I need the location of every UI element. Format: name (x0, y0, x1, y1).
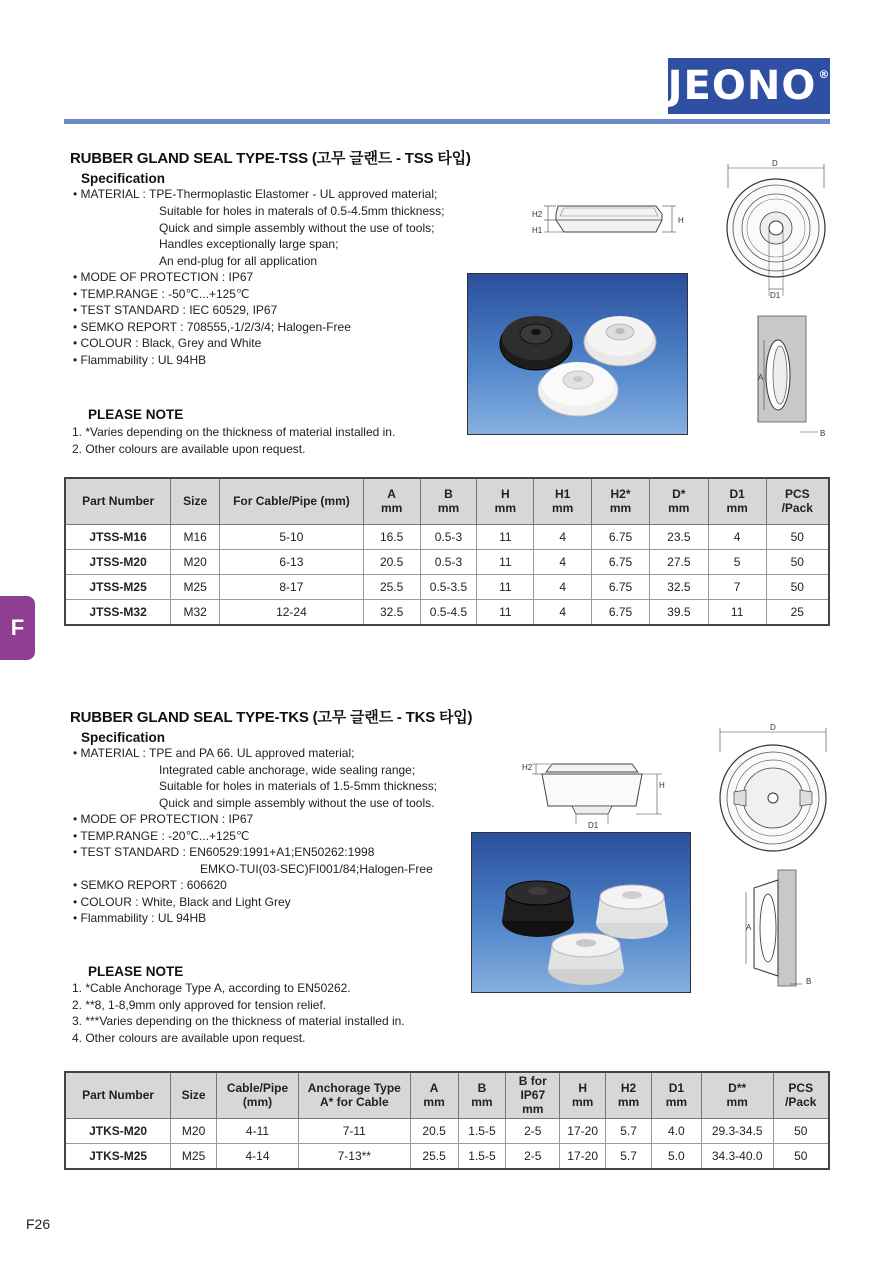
tks-table-cell: 1.5-5 (458, 1118, 506, 1143)
tss-table-row (65, 599, 829, 625)
header-rule (64, 119, 830, 124)
tks-table-cell: 1.5-5 (458, 1143, 506, 1169)
tss-product-illustration (468, 274, 687, 434)
tss-col-header: For Cable/Pipe (mm) (220, 478, 364, 524)
brand-name: JEONO (667, 63, 817, 109)
tks-product-illustration (472, 833, 690, 992)
tss-col-header: H1 mm (534, 478, 592, 524)
tss-table-cell: 6.75 (592, 524, 650, 549)
tks-col-header: A mm (410, 1072, 458, 1118)
tks-table-cell: 20.5 (410, 1118, 458, 1143)
tks-note: 4. Other colours are available upon request. (72, 1031, 306, 1045)
tks-table-cell: 7-13** (298, 1143, 410, 1169)
tks-spec-line: • TEMP.RANGE : -20℃...+125℃ (73, 829, 250, 843)
tks-col-header: PCS /Pack (773, 1072, 829, 1118)
section-tab-f: F (0, 596, 35, 660)
tss-table-row (65, 574, 829, 599)
tss-spec-table (64, 477, 830, 626)
tss-table-cell: 25 (766, 599, 829, 625)
tss-table-cell: 5 (708, 549, 766, 574)
tks-spec-line: EMKO-TUI(03-SEC)FI001/84;Halogen-Free (200, 862, 433, 876)
tss-part-number-cell: JTSS-M16 (65, 524, 171, 549)
tss-label-d: D (772, 159, 778, 168)
tks-spec-line: • MODE OF PROTECTION : IP67 (73, 812, 254, 826)
tss-spec-line: • COLOUR : Black, Grey and White (73, 336, 262, 350)
tss-table-cell: 11 (477, 574, 534, 599)
tss-col-header: A mm (363, 478, 420, 524)
tss-col-header: PCS /Pack (766, 478, 829, 524)
tss-col-header: B mm (420, 478, 477, 524)
tks-top-view-diagram (714, 722, 832, 858)
tss-table-cell: 0.5-4.5 (420, 599, 477, 625)
tss-panel-mount-diagram (748, 310, 834, 448)
tss-label-a: A (758, 373, 764, 382)
tss-profile-diagram (526, 196, 692, 246)
tks-table-cell: 5.7 (606, 1118, 652, 1143)
tss-col-header: Size (171, 478, 220, 524)
tks-part-number-cell: JTKS-M20 (65, 1118, 171, 1143)
tss-spec-line: Handles exceptionally large span; (159, 237, 339, 251)
tss-table-cell: M32 (171, 599, 220, 625)
tss-table-cell: 50 (766, 524, 829, 549)
registered-mark: ® (818, 67, 831, 81)
tss-label-h: H (678, 216, 684, 225)
tks-col-header: B mm (458, 1072, 506, 1118)
tss-spec-line: Quick and simple assembly without the use of tools; (159, 221, 435, 235)
tss-spec-line: • TEST STANDARD : IEC 60529, IP67 (73, 303, 278, 317)
tss-table-cell: 0.5-3 (420, 524, 477, 549)
tks-panel-mount-diagram (732, 868, 832, 998)
tks-col-header: H mm (560, 1072, 606, 1118)
tss-note: 2. Other colours are available upon request. (72, 442, 306, 456)
tks-col-header: D1 mm (651, 1072, 701, 1118)
tks-table-cell: 2-5 (506, 1118, 560, 1143)
tks-table-cell: M20 (171, 1118, 217, 1143)
tss-col-header: H mm (477, 478, 534, 524)
tks-label-a: A (746, 923, 752, 932)
tss-table-cell: 5-10 (220, 524, 364, 549)
tks-label-d: D (770, 723, 776, 732)
tss-table-cell: 39.5 (649, 599, 708, 625)
tss-table-cell: 4 (534, 549, 592, 574)
tks-table-cell: 17-20 (560, 1118, 606, 1143)
tks-spec-line: • SEMKO REPORT : 606620 (73, 878, 227, 892)
tks-table-cell: 4-14 (217, 1143, 299, 1169)
tks-spec-line: • TEST STANDARD : EN60529:1991+A1;EN50262:1998 (73, 845, 375, 859)
tks-table-row (65, 1118, 829, 1143)
tks-table-cell: 7-11 (298, 1118, 410, 1143)
tks-table-cell: 5.7 (606, 1143, 652, 1169)
tss-table-cell: 8-17 (220, 574, 364, 599)
tss-spec-line: • MATERIAL : TPE-Thermoplastic Elastomer - UL approved material; (73, 187, 438, 201)
tks-table-cell: M25 (171, 1143, 217, 1169)
tss-spec-line: • TEMP.RANGE : -50℃...+125℃ (73, 287, 250, 301)
tks-note: 1. *Cable Anchorage Type A, according to EN50262. (72, 981, 351, 995)
tss-table-cell: M25 (171, 574, 220, 599)
tss-table-cell: 0.5-3.5 (420, 574, 477, 599)
tss-table-cell: 25.5 (363, 574, 420, 599)
tks-part-number-cell: JTKS-M25 (65, 1143, 171, 1169)
tks-col-header: H2 mm (606, 1072, 652, 1118)
tks-product-photo (471, 832, 691, 993)
tks-spec-line: Integrated cable anchorage, wide sealing range; (159, 763, 416, 777)
tks-table-cell: 34.3-40.0 (701, 1143, 773, 1169)
tks-spec-line: Suitable for holes in materials of 1.5-5mm thickness; (159, 779, 438, 793)
tks-spec-line: • COLOUR : White, Black and Light Grey (73, 895, 291, 909)
tks-table-cell: 29.3-34.5 (701, 1118, 773, 1143)
tss-table-cell: 4 (534, 599, 592, 625)
tss-table-cell: 4 (708, 524, 766, 549)
tks-spec-line: • MATERIAL : TPE and PA 66. UL approved material; (73, 746, 355, 760)
tss-col-header: D1 mm (708, 478, 766, 524)
tks-table-cell: 17-20 (560, 1143, 606, 1169)
tss-part-number-cell: JTSS-M25 (65, 574, 171, 599)
tks-spec-line: Quick and simple assembly without the use of tools. (159, 796, 435, 810)
tks-table-cell: 50 (773, 1118, 829, 1143)
tss-table-cell: 11 (708, 599, 766, 625)
tss-table-cell: 4 (534, 524, 592, 549)
tss-table-cell: 0.5-3 (420, 549, 477, 574)
tss-spec-line: An end-plug for all application (159, 254, 318, 268)
tss-spec-heading: Specification (81, 171, 166, 186)
tss-table-cell: 11 (477, 549, 534, 574)
tss-table-cell: 32.5 (649, 574, 708, 599)
tss-table-cell: 6.75 (592, 574, 650, 599)
tss-col-header: H2* mm (592, 478, 650, 524)
tss-table-cell: 32.5 (363, 599, 420, 625)
tks-label-b: B (806, 977, 812, 986)
tks-label-h2: H2 (522, 763, 533, 772)
brand-logo (668, 58, 830, 114)
tks-table-cell: 4-11 (217, 1118, 299, 1143)
tss-table-body (65, 524, 829, 625)
page-number: F26 (26, 1216, 51, 1232)
tss-table-header-row (65, 478, 829, 524)
tks-spec-line: • Flammability : UL 94HB (73, 911, 207, 925)
tss-table-cell: 6.75 (592, 599, 650, 625)
tss-spec-line: • MODE OF PROTECTION : IP67 (73, 270, 254, 284)
tks-table-body (65, 1118, 829, 1169)
tss-col-header: Part Number (65, 478, 171, 524)
tss-note-heading: PLEASE NOTE (88, 407, 184, 422)
tss-table-cell: 20.5 (363, 549, 420, 574)
tss-table-cell: 23.5 (649, 524, 708, 549)
tss-product-photo (467, 273, 688, 435)
tks-profile-diagram (520, 750, 670, 832)
tss-label-d1: D1 (770, 291, 781, 300)
tss-table-cell: 50 (766, 574, 829, 599)
tss-table-cell: M16 (171, 524, 220, 549)
tks-table-cell: 5.0 (651, 1143, 701, 1169)
tks-spec-table (64, 1071, 830, 1170)
tss-top-view-diagram (720, 158, 832, 300)
tks-table-cell: 2-5 (506, 1143, 560, 1169)
tks-label-d1: D1 (588, 821, 599, 830)
tks-col-header: Part Number (65, 1072, 171, 1118)
tss-table-cell: 11 (477, 524, 534, 549)
tks-table-row (65, 1143, 829, 1169)
tss-table-cell: 50 (766, 549, 829, 574)
tss-spec-line: • Flammability : UL 94HB (73, 353, 207, 367)
tss-section-title: RUBBER GLAND SEAL TYPE-TSS (고무 글랜드 - TSS 타입) (70, 150, 471, 167)
tss-part-number-cell: JTSS-M20 (65, 549, 171, 574)
tss-table-cell: 6-13 (220, 549, 364, 574)
tks-section-title: RUBBER GLAND SEAL TYPE-TKS (고무 글랜드 - TKS 타입) (70, 709, 473, 726)
tss-table-row (65, 524, 829, 549)
tks-note-heading: PLEASE NOTE (88, 964, 184, 979)
tks-spec-heading: Specification (81, 730, 166, 745)
tss-table-cell: 16.5 (363, 524, 420, 549)
tss-table-row (65, 549, 829, 574)
tss-table-cell: 6.75 (592, 549, 650, 574)
tss-label-b: B (820, 429, 826, 438)
tss-note: 1. *Varies depending on the thickness of material installed in. (72, 425, 396, 439)
tks-table-cell: 4.0 (651, 1118, 701, 1143)
tks-col-header: B for IP67 mm (506, 1072, 560, 1118)
tks-col-header: D** mm (701, 1072, 773, 1118)
tks-col-header: Anchorage Type A* for Cable (298, 1072, 410, 1118)
tss-col-header: D* mm (649, 478, 708, 524)
tks-table-cell: 50 (773, 1143, 829, 1169)
tss-spec-line: Suitable for holes in materals of 0.5-4.5mm thickness; (159, 204, 445, 218)
tss-label-h2: H2 (532, 210, 543, 219)
tss-part-number-cell: JTSS-M32 (65, 599, 171, 625)
tss-table-cell: 12-24 (220, 599, 364, 625)
tks-label-h: H (659, 781, 665, 790)
tss-label-h1: H1 (532, 226, 543, 235)
tks-col-header: Cable/Pipe (mm) (217, 1072, 299, 1118)
tks-table-header-row (65, 1072, 829, 1118)
tss-table-cell: M20 (171, 549, 220, 574)
tss-table-cell: 7 (708, 574, 766, 599)
tks-table-cell: 25.5 (410, 1143, 458, 1169)
tks-col-header: Size (171, 1072, 217, 1118)
tss-table-cell: 11 (477, 599, 534, 625)
tks-note: 3. ***Varies depending on the thickness of material installed in. (72, 1014, 405, 1028)
tss-table-cell: 4 (534, 574, 592, 599)
tss-table-cell: 27.5 (649, 549, 708, 574)
tss-spec-line: • SEMKO REPORT : 708555,-1/2/3/4; Halogen-Free (73, 320, 351, 334)
tks-note: 2. **8, 1-8,9mm only approved for tension relief. (72, 998, 327, 1012)
